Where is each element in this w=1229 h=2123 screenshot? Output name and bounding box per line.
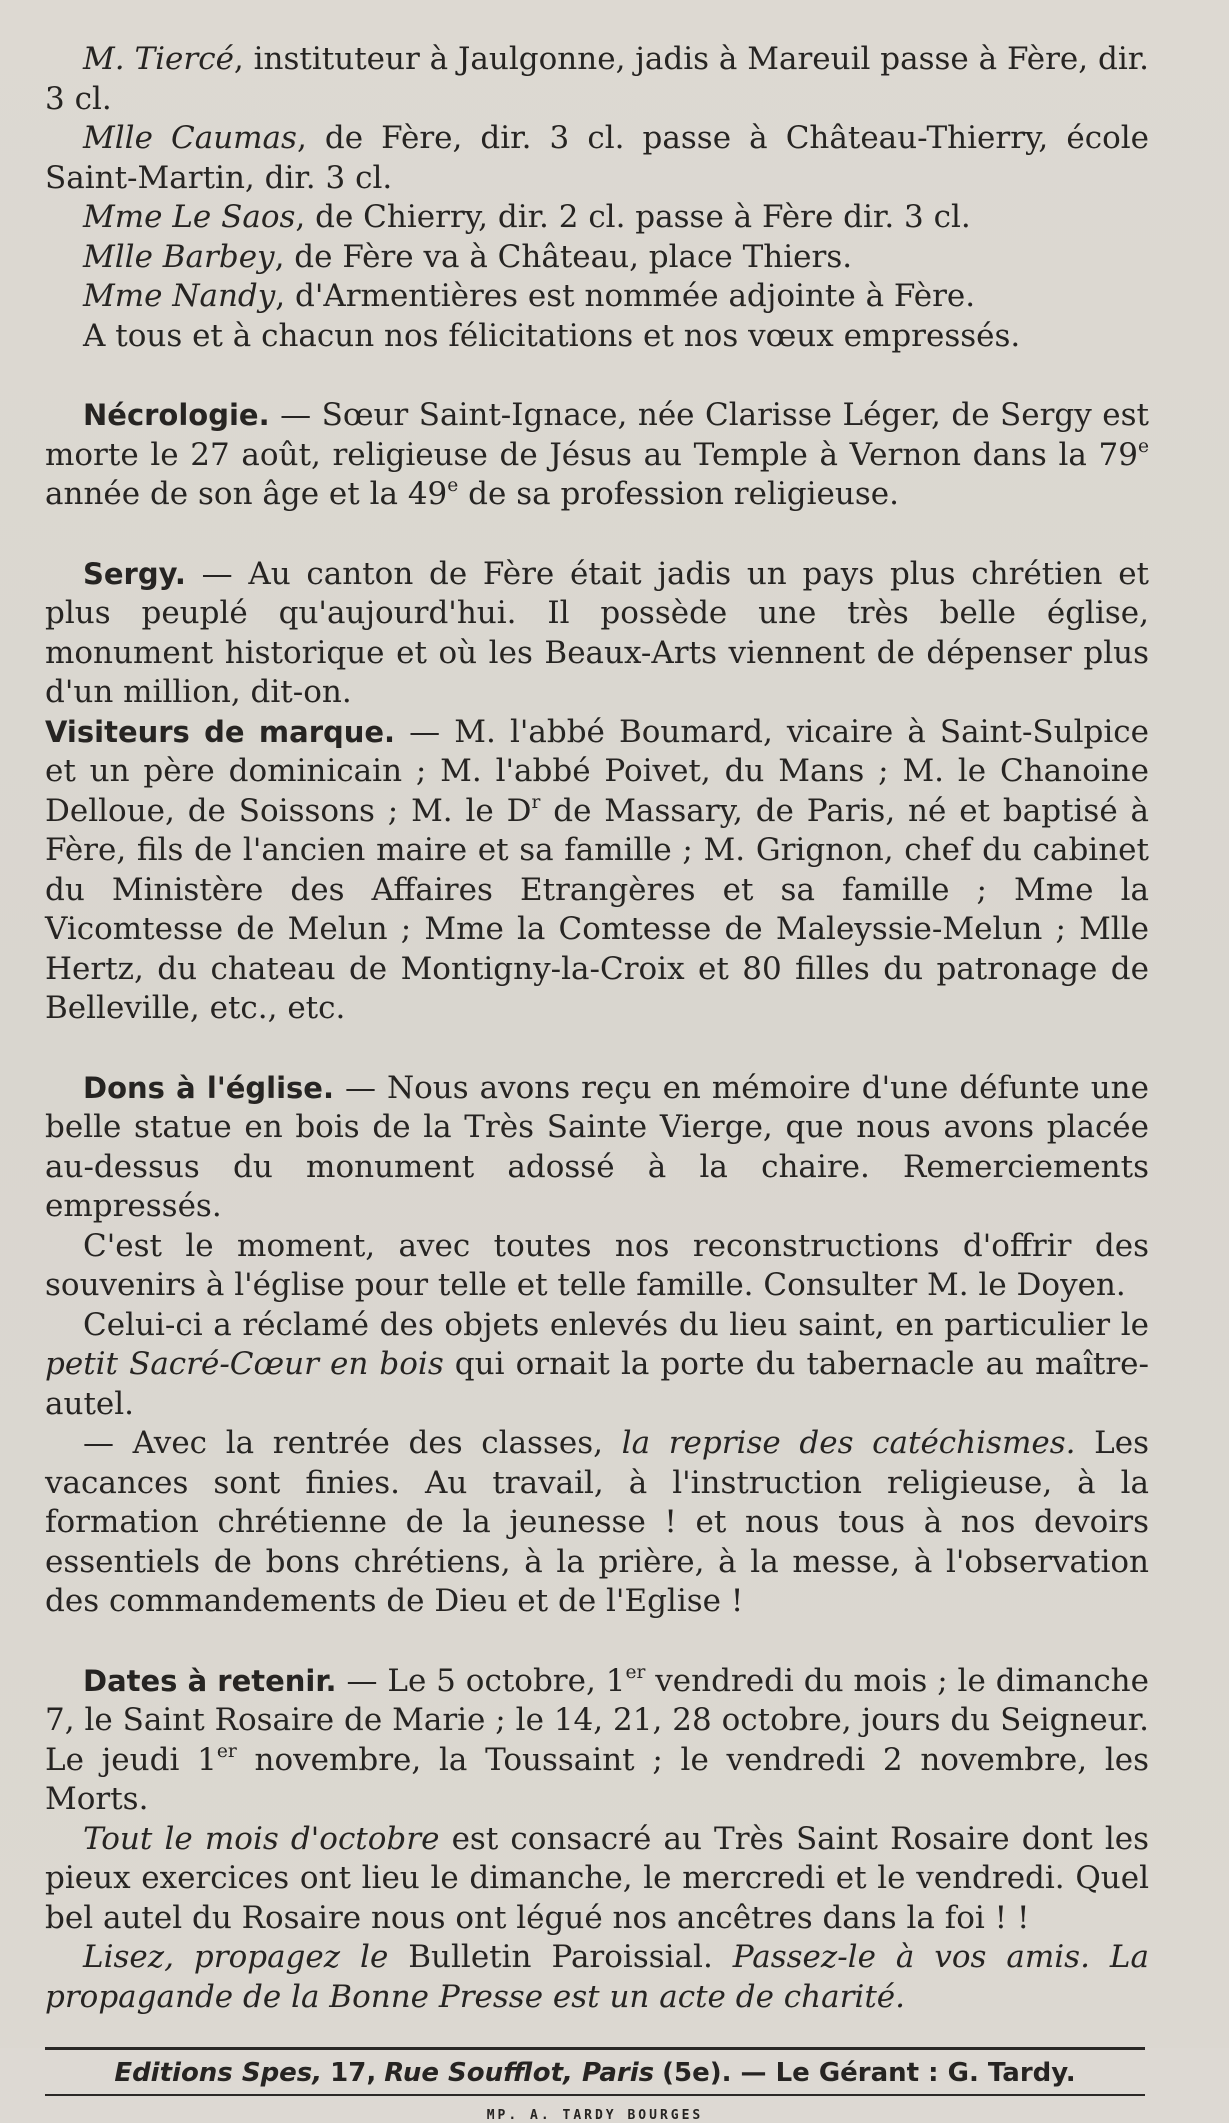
sergy-paragraph [45, 555, 1149, 713]
felicitations: A tous et à chacun nos félicitations et nos vœux empressés. [83, 317, 1021, 354]
nomination-tierce [45, 40, 1149, 119]
dates-paragraph-1 [45, 1662, 1149, 1820]
necrologie-section [45, 396, 1149, 515]
nomination-caumas [45, 119, 1149, 198]
necrologie-sup1: e [1137, 435, 1149, 457]
dons-p4b: Les vacances sont finies. Au travail, à l'instruction religieuse, à la formation chrétienne de la jeunesse ! et nous tous à nos devoirs essentiels de bons chrétiens, à la prière, à la messe, à l'observation des commandements de Dieu et de l'Eglise ! [45, 1425, 1149, 1619]
dates-p2: est consacré au Très Saint Rosaire dont les pieux exercices ont lieu le dimanche, le mercredi et le vendredi. Quel bel autel du Rosaire nous ont légué nos ancêtres dans la foi ! ! [45, 1820, 1149, 1936]
dates-p3-italic1: Lisez, propagez le [83, 1939, 389, 1975]
nomination-barbey [45, 238, 1149, 278]
name-barbey: Mlle Barbey [83, 238, 275, 275]
dates-p3-bulletin: Bulletin Paroissial. [388, 1939, 733, 1975]
visiteurs-section [45, 713, 1149, 1029]
text-barbey: , de Fère va à Château, place Thiers. [274, 238, 853, 275]
dons-p4-italic: la reprise des catéchismes. [621, 1425, 1076, 1461]
name-caumas: Mlle Caumas [83, 120, 297, 156]
dates-sup1: er [625, 1661, 646, 1683]
dates-paragraph-3 [45, 1938, 1149, 2017]
footer-publisher: Editions Spes, [114, 2058, 323, 2088]
dons-paragraph-2: C'est le moment, avec toutes nos reconstructions d'offrir des souvenirs à l'église pour telle et telle famille. Consulter M. le Doyen. [45, 1227, 1149, 1303]
nomination-lesaos [45, 198, 1149, 238]
text-lesaos: , de Chierry, dir. 2 cl. passe à Fère dir. 3 cl. [295, 199, 971, 235]
necrologie-heading: Nécrologie. [83, 398, 270, 432]
dons-heading: Dons à l'église. [83, 1070, 334, 1105]
sergy-text: — Au canton de Fère était jadis un pays plus chrétien et plus peuplé qu'aujourd'hui. Il possède une très belle église, monument historique et où les Beaux-Arts viennent de dépenser plus d'un million, dit-on. [45, 555, 1149, 710]
sergy-section [45, 555, 1149, 713]
footer-number: 17, [330, 2058, 377, 2088]
necrologie-text: — Sœur Saint-Ignace, née Clarisse Léger, de Sergy est morte le 27 août, religieuse de Jésus au Temple à Vernon dans la 79 [45, 397, 1149, 473]
dates-t2: vendredi du mois ; le dimanche 7, le Saint Rosaire de Marie ; le 14, 21, 28 octobre, jours du Seigneur. Le jeudi 1 [45, 1662, 1149, 1778]
dons-text: — Nous avons reçu en mémoire d'une défunte une belle statue en bois de la Très Sainte Vierge, que nous avons placée au-dessus du monument adossé à la chaire. Remerciements empressés. [45, 1069, 1149, 1224]
dons-paragraph-3 [45, 1306, 1149, 1425]
text-nandy: , d'Armentières est nommée adjointe à Fère. [275, 278, 976, 314]
dons-p3b: qui ornait la porte du tabernacle au maître-autel. [45, 1346, 1149, 1422]
nomination-nandy [45, 277, 1149, 317]
visiteurs-text2: de Massary, de Paris, né et baptisé à Fère, fils de l'ancien maire et sa famille ; M. Grignon, chef du cabinet du Ministère des Affaires Etrangères et sa famille ; Mme la Vicomtesse de Melun ; Mme la Comtesse de Maleyssie-Melun ; Mlle Hertz, du chateau de Montigny-la-Croix et 80 filles du patronage de Belleville, etc., etc. [45, 792, 1149, 1026]
footer-street: Rue Soufflot, Paris [384, 2058, 655, 2088]
text-tierce: , instituteur à Jaulgonne, jadis à Mareuil passe à Fère, dir. 3 cl. [45, 41, 1149, 117]
name-lesaos: Mme Le Saos [83, 199, 296, 235]
footer-rule [45, 2047, 1145, 2050]
necrologie-text2: année de son âge et la 49 [45, 476, 448, 512]
dates-p2-italic: Tout le mois d'octobre [83, 1820, 440, 1857]
dates-section [45, 1662, 1149, 2018]
printer-credit: MP. A. TARDY BOURGES [486, 2108, 704, 2123]
footer-arr: (5e). — Le Gérant : G. Tardy. [662, 2058, 1076, 2088]
sergy-heading: Sergy. [83, 556, 186, 591]
dons-p3a: Celui-ci a réclamé des objets enlevés du lieu saint, en particulier le [83, 1306, 1149, 1343]
dates-p3-italic2: Passez-le à vos amis. La propagande de la Bonne Presse est un acte de charité. [45, 1939, 1149, 2015]
dons-paragraph-4 [45, 1424, 1149, 1622]
visiteurs-text1: — M. l'abbé Boumard, vicaire à Saint-Sulpice et un père dominicain ; M. l'abbé Poivet, du Mans ; M. le Chanoine Delloue, de Soissons ; M. le D [45, 713, 1149, 829]
dons-p3-italic: petit Sacré-Cœur en bois [45, 1346, 444, 1382]
dates-t1: — Le 5 octobre, 1 [336, 1662, 626, 1699]
dons-section [45, 1069, 1149, 1622]
name-nandy: Mme Nandy [83, 278, 276, 314]
necrologie-paragraph [45, 396, 1149, 515]
visiteurs-sup: r [531, 791, 541, 813]
dons-p4a: — Avec la rentrée des classes, [83, 1425, 622, 1461]
text-caumas: , de Fère, dir. 3 cl. passe à Château-Thierry, école Saint-Martin, dir. 3 cl. [45, 120, 1149, 196]
dates-paragraph-2 [45, 1820, 1149, 1939]
dates-t3: novembre, la Toussaint ; le vendredi 2 novembre, les Morts. [45, 1741, 1149, 1817]
necrologie-text3: de sa profession religieuse. [458, 476, 899, 512]
nominations-section [45, 40, 1149, 356]
necrologie-sup2: e [447, 474, 459, 496]
name-tierce: M. Tiercé [83, 41, 234, 77]
visiteurs-heading: Visiteurs de marque. [45, 714, 396, 749]
dates-sup2: er [216, 1740, 237, 1762]
dons-paragraph-1 [45, 1069, 1149, 1227]
footer-imprint [45, 2058, 1145, 2096]
dates-heading: Dates à retenir. [83, 1663, 337, 1698]
visiteurs-paragraph [45, 713, 1149, 1029]
